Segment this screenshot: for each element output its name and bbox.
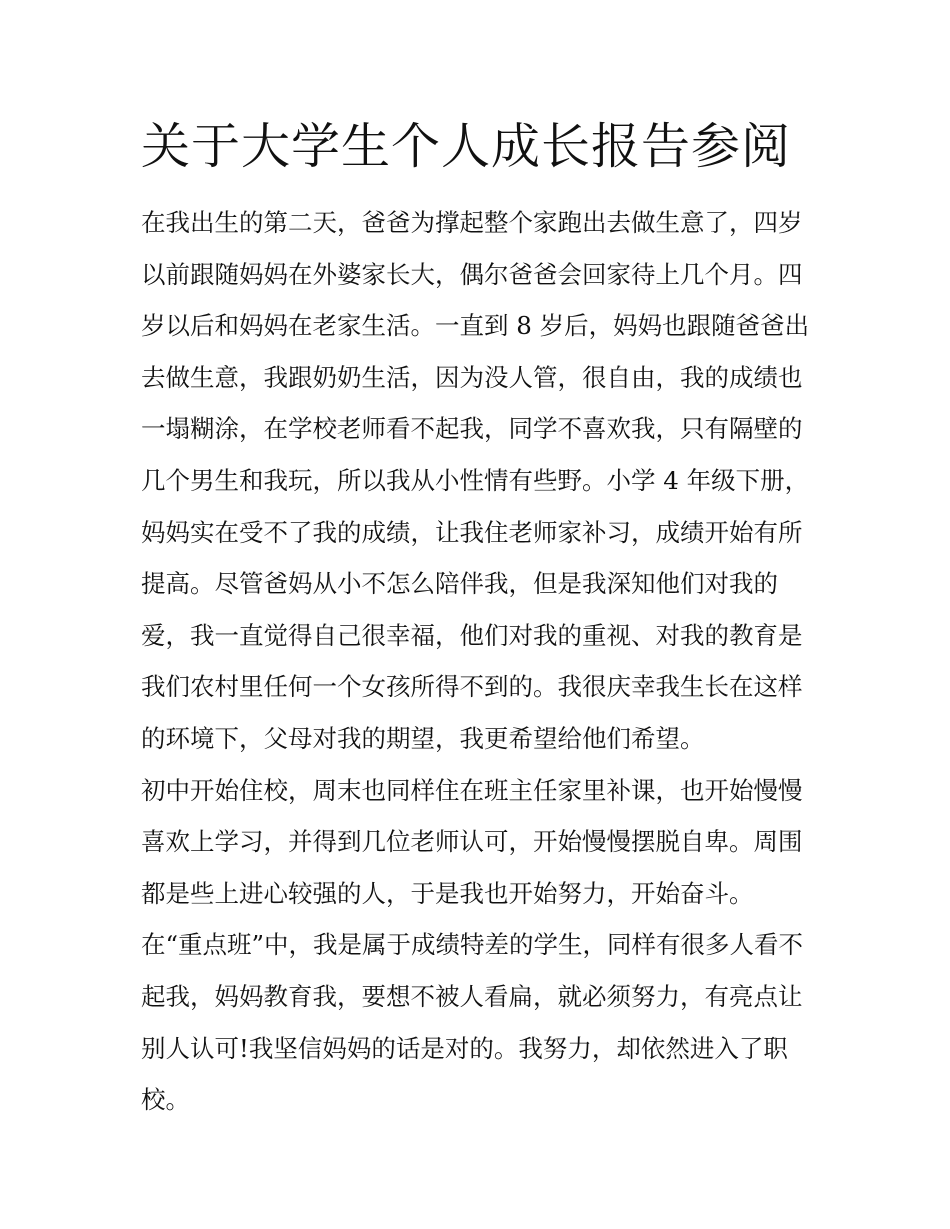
text-line: 喜欢上学习，并得到几位老师认可，开始慢慢摆脱自卑。周围 xyxy=(141,827,803,857)
text-line: 去做生意，我跟奶奶生活，因为没人管，很自由，我的成绩也 xyxy=(141,362,803,392)
text-line: 爱，我一直觉得自己很幸福，他们对我的重视、对我的教育是 xyxy=(141,620,803,650)
text-line: 岁以后和妈妈在老家生活。一直到 8 岁后，妈妈也跟随爸爸出 xyxy=(141,311,810,341)
text-line: 别人认可!我坚信妈妈的话是对的。我努力，却依然进入了职 xyxy=(141,1033,788,1063)
paragraph xyxy=(141,201,821,769)
text-line: 在“重点班”中，我是属于成绩特差的学生，同样有很多人看不 xyxy=(141,930,804,960)
text-line: 的环境下，父母对我的期望，我更希望给他们希望。 xyxy=(141,723,705,753)
paragraph xyxy=(141,923,821,1129)
text-line: 初中开始住校，周末也同样住在班主任家里补课，也开始慢慢 xyxy=(141,775,803,805)
text-line: 妈妈实在受不了我的成绩，让我住老师家补习，成绩开始有所 xyxy=(141,517,803,547)
text-line: 在我出生的第二天，爸爸为撑起整个家跑出去做生意了，四岁 xyxy=(141,208,803,237)
text-line: 提高。尽管爸妈从小不怎么陪伴我，但是我深知他们对我的 xyxy=(141,569,778,599)
text-line: 起我，妈妈教育我，要想不被人看扁，就必须努力，有亮点让 xyxy=(141,981,803,1011)
paragraph xyxy=(141,769,821,924)
text-line: 以前跟随妈妈在外婆家长大，偶尔爸爸会回家待上几个月。四 xyxy=(141,259,803,289)
text-line: 一塌糊涂，在学校老师看不起我，同学不喜欢我，只有隔壁的 xyxy=(141,414,803,444)
text-line: 几个男生和我玩，所以我从小性情有些野。小学 4 年级下册， xyxy=(141,465,810,495)
document-title: 关于大学生个人成长报告参阅 xyxy=(141,118,792,175)
text-line: 我们农村里任何一个女孩所得不到的。我很庆幸我生长在这样 xyxy=(141,672,803,702)
text-line: 都是些上进心较强的人，于是我也开始努力，开始奋斗。 xyxy=(141,878,754,908)
document-body xyxy=(141,201,821,1130)
text-line: 校。 xyxy=(141,1085,190,1115)
